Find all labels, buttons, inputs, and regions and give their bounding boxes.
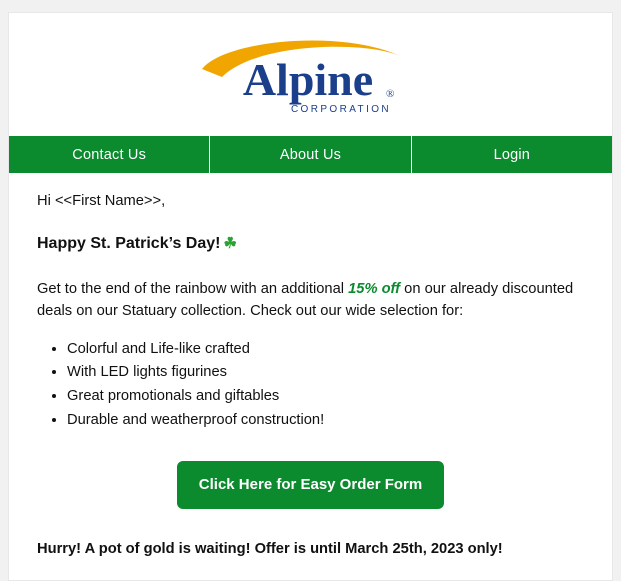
intro-text-part-two: on our already discounted deals on our Statuary collection. Check out our wide selection for: [37,280,574,319]
intro-paragraph [37,278,584,322]
list-item: • Great promotionals and giftables [67,385,584,409]
svg-text:CORPORATION: CORPORATION [290,104,391,115]
nav-item-about-us[interactable]: About Us [210,136,411,173]
clover-icon: ☘ [223,235,237,253]
navigation-bar [9,136,612,173]
list-item: • With LED lights figurines [67,361,584,385]
list-item: • Durable and weatherproof construction! [67,409,584,433]
svg-text:Alpine: Alpine [242,54,373,105]
email-body [9,173,612,580]
feature-list [37,338,584,433]
headline-label: Happy St. Patrick’s Day! [37,235,221,253]
nav-item-contact-us[interactable]: Contact Us [9,136,210,173]
headline-text [37,232,584,255]
nav-item-login[interactable]: Login [493,146,531,163]
logo-header [9,13,612,136]
closing-text: Hurry! A pot of gold is waiting! Offer is until March 25th, 2023 only! [37,540,503,557]
greeting-text: Hi <<First Name>>, [37,193,166,209]
intro-text-part-one: Get to the end of the rainbow with an additional [37,280,345,297]
list-item: • Colorful and Life-like crafted [67,338,584,362]
discount-highlight: 15% off [348,280,401,297]
email-container [8,12,613,581]
svg-text:®: ® [385,88,394,100]
cta-row [37,461,584,509]
alpine-logo [196,35,426,123]
order-form-button[interactable]: Click Here for Easy Order Form [177,461,444,509]
